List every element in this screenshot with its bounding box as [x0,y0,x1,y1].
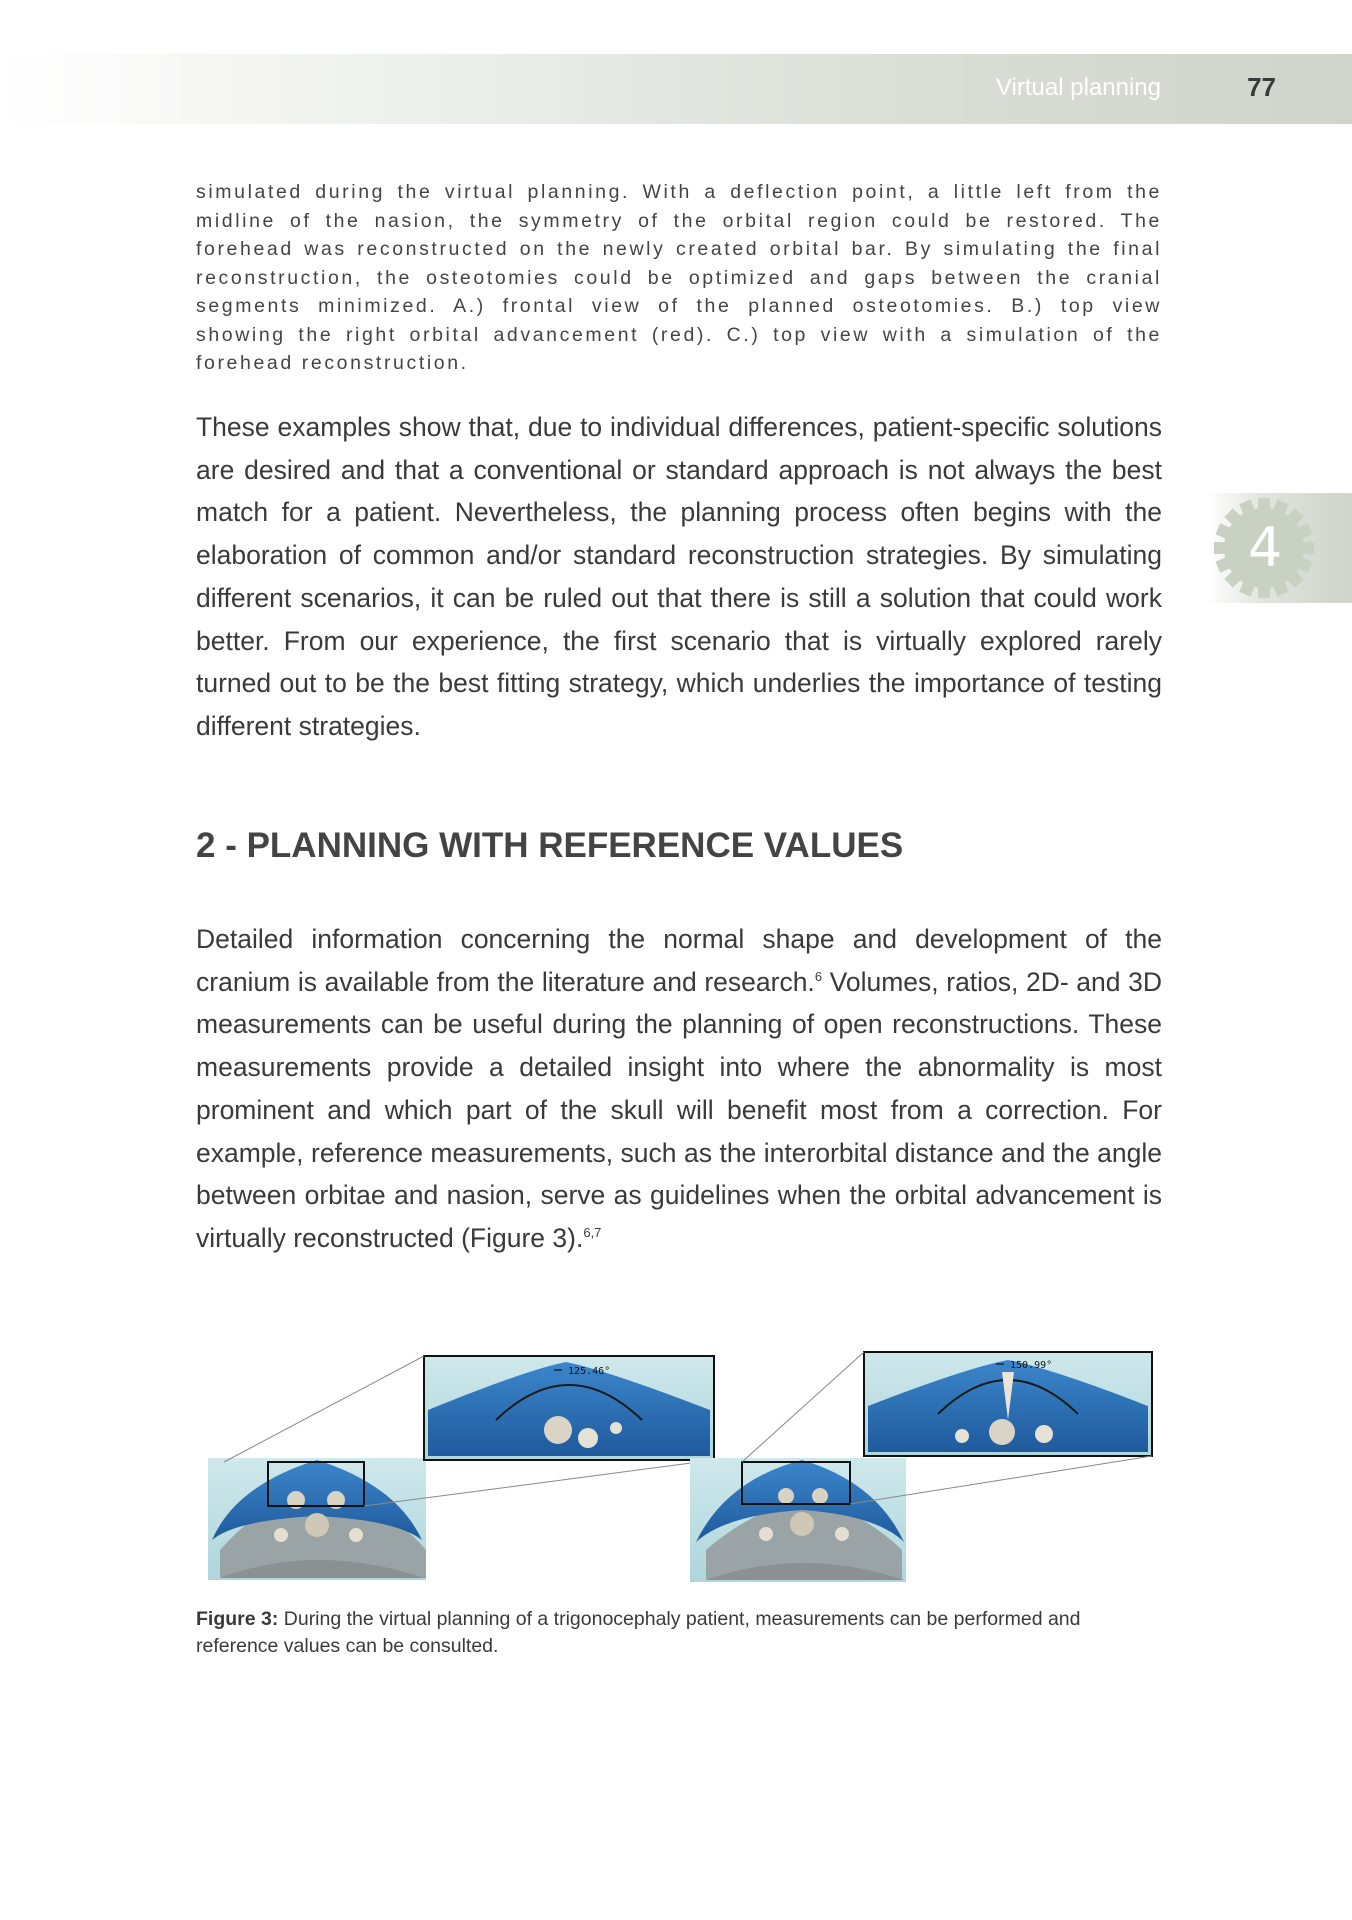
right-zoom-view [864,1352,1152,1456]
citation-6-7: 6,7 [583,1225,602,1241]
left-angle-label: 125.46° [568,1366,611,1377]
running-title: Virtual planning [995,74,1161,101]
citation-6: 6 [814,968,823,984]
figure-3-caption [196,1606,1162,1660]
previous-figure-caption: simulated during the virtual planning. With a deflection point, a little left from the midline of the nasion, the symmetry of the orbital region could be restored. The forehead was reconstructed on the newly created orbital bar. By simulating the final reconstruction, the osteotomies could be optimized and gaps between the cranial segments minimized. A.) frontal view of the planned osteotomies. B.) top view showing the right orbital advancement (red). C.) top view with a simulation of the forehead reconstruction. [196,181,1162,374]
body-paragraph-1: These examples show that, due to individual differences, patient-specific solutions are desired and that a conventional or standard approach is not always the best match for a patient. Nevertheless, the planning process often begins with the elaboration of common and/or standard reconstruction strategies. By simulating different scenarios, it can be ruled out that there is still a solution that could work better. From our experience, the first scenario that is virtually explored rarely turned out to be the best fitting strategy, which underlies the importance of testing different strategies. [196,412,1162,741]
right-angle-label: 150.99° [1010,1360,1053,1371]
figure-3-image [196,1310,1162,1592]
chapter-number: 4 [1247,516,1283,579]
body-paragraph-2 [196,918,1162,1260]
section-heading: 2 - PLANNING WITH REFERENCE VALUES [196,826,904,865]
left-base-view [208,1458,426,1580]
paragraph-2-text-a: Detailed information concerning the normal shape and development of the cranium is available from the literature and research. [196,924,1162,997]
right-base-view [690,1458,906,1582]
figure-caption-label: Figure 3: [196,1608,279,1630]
figure-caption-text: During the virtual planning of a trigonocephaly patient, measurements can be performed and reference values can be consulted. [196,1608,1081,1657]
left-zoom-view [424,1356,714,1460]
paragraph-2-text-b: Volumes, ratios, 2D- and 3D measurements can be useful during the planning of open reconstructions. These measurements provide a detailed insight into where the abnormality is most prominent and which part of the skull will benefit most from a correction. For example, reference measurements, such as the interorbital distance and the angle between orbitae and nasion, serve as guidelines when the orbital advancement is virtually reconstructed (Figure 3). [196,966,1162,1253]
page-number: 77 [1247,72,1276,102]
figure-3 [196,1310,1162,1592]
